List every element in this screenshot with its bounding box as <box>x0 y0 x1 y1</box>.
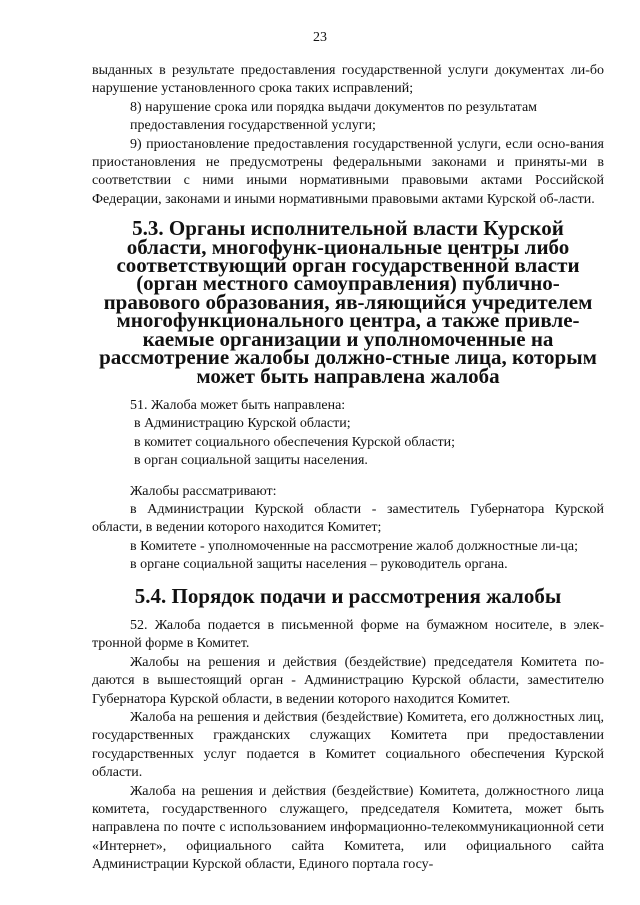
document-body <box>92 62 604 875</box>
reviewed-item: в Комитете - уполномоченные на рассмотрение жалоб должностные ли-ца; <box>130 538 578 554</box>
paragraph: Жалоба на решения и действия (бездействие) Комитета, его должностных лиц, государственных гражданских служащих Комитета при предоставлении государственных услуг подается в Комитет социального обеспечения Курской области. <box>92 710 604 781</box>
paragraph-52: 52. Жалоба подается в письменной форме на бумажном носителе, в элек-тронной форме в Комитет. <box>92 617 604 652</box>
paragraph: Жалобы на решения и действия (бездействие) председателя Комитета по-даются в вышестоящий орган - Администрацию Курской области, заместителю Губернатора Курской области, в ведении которого находится Комитет. <box>92 654 604 707</box>
list-item-8: 8) нарушение срока или порядка выдачи документов по результатам <box>130 99 538 115</box>
list-item: в орган социальной защиты населения. <box>134 453 368 469</box>
page-number: 23 <box>313 30 327 45</box>
paragraph-51: 51. Жалоба может быть направлена: <box>130 397 346 413</box>
list-item: в Администрацию Курской области; <box>134 416 351 432</box>
reviewed-item: в органе социальной защиты населения – руководитель органа. <box>130 557 508 573</box>
section-heading-5-3: 5.3. Органы исполнительной власти Курской области, многофунк-циональные центры либо соответствующий орган государственной власти (орган местного самоуправления) публично-правового образования, яв-ляющийся учредителем многофункционального центра, а также привле-каемые организации и уполномоченные на рассмотрение жалобы должно-стные лица, которым может быть направлена жалоба <box>99 216 597 388</box>
paragraph: выданных в результате предоставления государственной услуги документах ли-бо нарушение установленного срока таких исправлений; <box>92 63 604 97</box>
paragraph: Жалоба на решения и действия (бездействие) Комитета, должностного лица комитета, государственного служащего, председателя Комитета, может быть направлена по почте с использованием информационно-телекоммуникационной сети «Интернет», официального сайта Комитета, или официального сайта Администрации Курской области, Единого портала госу- <box>92 783 604 873</box>
list-item: в комитет социального обеспечения Курской области; <box>134 434 456 450</box>
list-item-8-continuation: предоставления государственной услуги; <box>130 118 376 134</box>
reviewed-intro: Жалобы рассматривают: <box>130 483 277 499</box>
list-item-9: 9) приостановление предоставления государственной услуги, если осно-вания приостановления не предусмотрены федеральными законами и приняты-ми в соответствии с ними иными нормативными правовыми актами Российской Федерации, законами и иными нормативными правовыми актами Курской об-ласти. <box>92 136 604 207</box>
reviewed-item: в Администрации Курской области - заместитель Губернатора Курской области, в ведении которого находится Комитет; <box>92 501 604 536</box>
section-heading-5-4: 5.4. Порядок подачи и рассмотрения жалобы <box>134 583 562 608</box>
